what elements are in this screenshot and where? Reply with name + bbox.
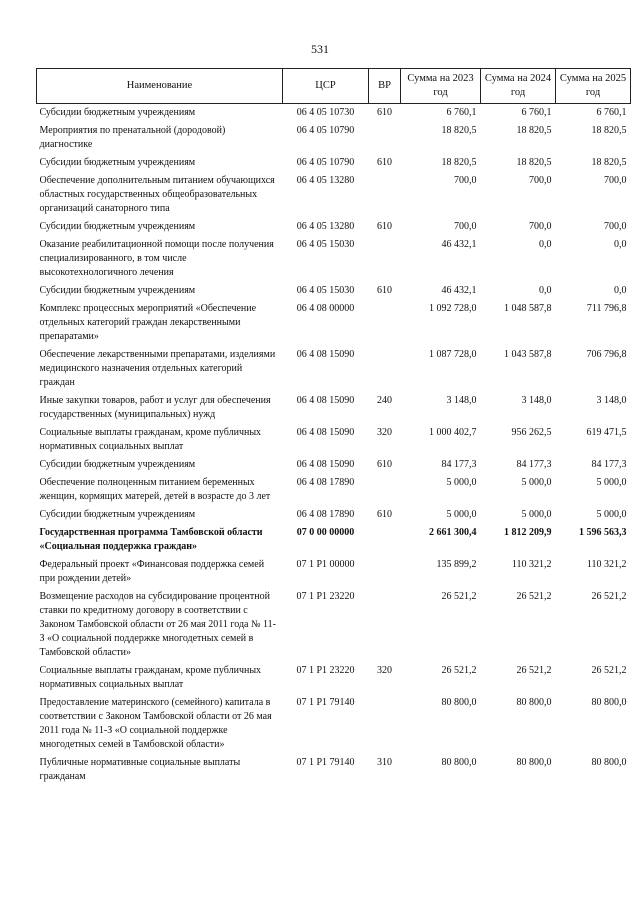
cell-name: Обеспечение лекарственными препаратами, изделиями медицинского назначения отдельных категорий граждан — [39, 349, 276, 388]
cell-sum-2023: 1 087 728,0 — [429, 349, 477, 360]
cell-sum-2023: 1 092 728,0 — [429, 303, 477, 314]
cell-sum-2025: 18 820,5 — [591, 157, 627, 168]
cell-vr — [369, 474, 401, 506]
cell-vr — [369, 556, 401, 588]
cell-name: Государственная программа Тамбовской области «Социальная поддержка граждан» — [39, 527, 263, 552]
table-row — [37, 154, 631, 172]
cell-csr: 06 4 08 15090 — [296, 459, 355, 470]
cell-sum-2024: 5 000,0 — [521, 509, 552, 520]
table-row — [37, 694, 631, 754]
cell-sum-2023: 80 800,0 — [441, 757, 477, 768]
table-row — [37, 236, 631, 282]
cell-sum-2025: 5 000,0 — [596, 477, 627, 488]
table-row — [37, 556, 631, 588]
cell-sum-2025: 700,0 — [604, 175, 627, 186]
cell-sum-2025: 80 800,0 — [591, 757, 627, 768]
cell-name: Субсидии бюджетным учреждениям — [39, 459, 196, 470]
cell-sum-2023: 700,0 — [454, 175, 477, 186]
cell-sum-2023: 5 000,0 — [446, 477, 477, 488]
cell-csr: 07 0 00 00000 — [296, 527, 355, 538]
cell-sum-2025: 6 760,1 — [596, 107, 627, 118]
cell-sum-2024: 80 800,0 — [516, 757, 552, 768]
cell-sum-2023: 3 148,0 — [446, 395, 477, 406]
table-row — [37, 392, 631, 424]
cell-vr: 610 — [377, 509, 392, 520]
cell-sum-2023: 135 899,2 — [436, 559, 477, 570]
cell-vr — [369, 694, 401, 754]
cell-vr: 310 — [377, 757, 392, 768]
cell-sum-2024: 6 760,1 — [521, 107, 552, 118]
cell-sum-2025: 711 796,8 — [586, 303, 627, 314]
table-row — [37, 474, 631, 506]
table-row — [37, 424, 631, 456]
cell-csr: 06 4 08 00000 — [296, 303, 355, 314]
cell-sum-2023: 18 820,5 — [441, 125, 477, 136]
cell-sum-2023: 2 661 300,4 — [429, 527, 477, 538]
header-sum-2023: Сумма на 2023 год — [401, 69, 481, 104]
cell-sum-2025: 700,0 — [604, 221, 627, 232]
cell-csr: 06 4 08 15090 — [296, 349, 355, 360]
cell-sum-2025: 1 596 563,3 — [579, 527, 627, 538]
cell-csr: 06 4 08 17890 — [296, 477, 355, 488]
cell-csr: 06 4 05 10790 — [296, 157, 355, 168]
cell-vr: 320 — [377, 427, 392, 438]
table-row — [37, 300, 631, 346]
cell-vr: 610 — [377, 157, 392, 168]
table-body — [37, 104, 631, 787]
cell-vr: 610 — [377, 285, 392, 296]
cell-sum-2025: 26 521,2 — [591, 591, 627, 602]
cell-name: Социальные выплаты гражданам, кроме публичных нормативных социальных выплат — [39, 665, 262, 690]
cell-vr — [369, 588, 401, 662]
cell-name: Обеспечение полноценным питанием беременных женщин, кормящих матерей, детей в возрасте до 3 лет — [39, 477, 271, 502]
cell-name: Возмещение расходов на субсидирование процентной ставки по кредитному договору в соответствии с Законом Тамбовской области от 26 мая 2011 года № 11-З «О социальной поддержке многодетных семей в Тамбовской области» — [39, 591, 276, 658]
table-row — [37, 456, 631, 474]
cell-csr: 07 1 P1 79140 — [296, 757, 355, 768]
cell-sum-2025: 3 148,0 — [596, 395, 627, 406]
cell-name: Мероприятия по пренатальной (дородовой) диагностике — [39, 125, 226, 150]
cell-vr — [369, 122, 401, 154]
header-vr: ВР — [369, 69, 401, 104]
cell-sum-2024: 956 262,5 — [511, 427, 552, 438]
budget-table — [36, 68, 631, 786]
cell-sum-2024: 700,0 — [529, 221, 552, 232]
cell-sum-2023: 26 521,2 — [441, 665, 477, 676]
cell-name: Публичные нормативные социальные выплаты гражданам — [39, 757, 241, 782]
cell-sum-2024: 700,0 — [529, 175, 552, 186]
cell-sum-2024: 0,0 — [539, 239, 552, 250]
cell-vr: 610 — [377, 107, 392, 118]
cell-vr: 240 — [377, 395, 392, 406]
cell-sum-2024: 26 521,2 — [516, 665, 552, 676]
cell-sum-2023: 700,0 — [454, 221, 477, 232]
cell-sum-2024: 18 820,5 — [516, 125, 552, 136]
cell-sum-2025: 5 000,0 — [596, 509, 627, 520]
cell-vr — [369, 236, 401, 282]
cell-name: Субсидии бюджетным учреждениям — [39, 221, 196, 232]
cell-csr: 06 4 08 15090 — [296, 427, 355, 438]
table-row — [37, 104, 631, 123]
cell-sum-2023: 18 820,5 — [441, 157, 477, 168]
table-row — [37, 172, 631, 218]
cell-sum-2023: 84 177,3 — [441, 459, 477, 470]
table-row — [37, 282, 631, 300]
cell-csr: 06 4 05 13280 — [296, 175, 355, 186]
table-row — [37, 588, 631, 662]
cell-vr — [369, 346, 401, 392]
cell-csr: 06 4 08 17890 — [296, 509, 355, 520]
cell-sum-2025: 84 177,3 — [591, 459, 627, 470]
header-sum-2024: Сумма на 2024 год — [481, 69, 556, 104]
table-row — [37, 218, 631, 236]
cell-csr: 07 1 P1 23220 — [296, 665, 355, 676]
cell-vr — [369, 300, 401, 346]
cell-sum-2025: 619 471,5 — [586, 427, 627, 438]
cell-sum-2025: 0,0 — [614, 239, 627, 250]
cell-sum-2025: 110 321,2 — [586, 559, 627, 570]
cell-sum-2024: 3 148,0 — [521, 395, 552, 406]
cell-name: Предоставление материнского (семейного) капитала в соответствии с Законом Тамбовской области от 26 мая 2011 года № 11-З «О социальной поддержке многодетных семей в Тамбовской области» — [39, 697, 272, 750]
cell-sum-2025: 706 796,8 — [586, 349, 627, 360]
cell-sum-2024: 18 820,5 — [516, 157, 552, 168]
cell-name: Иные закупки товаров, работ и услуг для обеспечения государственных (муниципальных) нужд — [39, 395, 271, 420]
cell-sum-2024: 26 521,2 — [516, 591, 552, 602]
cell-sum-2023: 6 760,1 — [446, 107, 477, 118]
cell-csr: 07 1 P1 79140 — [296, 697, 355, 708]
cell-sum-2025: 18 820,5 — [591, 125, 627, 136]
cell-sum-2023: 26 521,2 — [441, 591, 477, 602]
cell-csr: 07 1 P1 00000 — [296, 559, 355, 570]
table-row — [37, 346, 631, 392]
cell-sum-2024: 84 177,3 — [516, 459, 552, 470]
header-csr: ЦСР — [283, 69, 369, 104]
table-row — [37, 754, 631, 786]
cell-sum-2024: 5 000,0 — [521, 477, 552, 488]
cell-csr: 06 4 05 10730 — [296, 107, 355, 118]
cell-name: Федеральный проект «Финансовая поддержка семей при рождении детей» — [39, 559, 265, 584]
cell-sum-2024: 110 321,2 — [511, 559, 552, 570]
header-name: Наименование — [37, 69, 283, 104]
cell-csr: 06 4 05 15030 — [296, 239, 355, 250]
cell-sum-2024: 1 812 209,9 — [504, 527, 552, 538]
cell-sum-2024: 80 800,0 — [516, 697, 552, 708]
cell-sum-2023: 5 000,0 — [446, 509, 477, 520]
table-row — [37, 524, 631, 556]
cell-sum-2025: 0,0 — [614, 285, 627, 296]
cell-csr: 06 4 05 15030 — [296, 285, 355, 296]
cell-csr: 07 1 P1 23220 — [296, 591, 355, 602]
cell-csr: 06 4 05 10790 — [296, 125, 355, 136]
cell-name: Комплекс процессных мероприятий «Обеспечение отдельных категорий граждан лекарственными препаратами» — [39, 303, 257, 342]
cell-vr — [369, 172, 401, 218]
table-header — [37, 69, 631, 104]
cell-sum-2023: 46 432,1 — [441, 285, 477, 296]
page-number: 531 — [311, 42, 329, 56]
cell-sum-2023: 80 800,0 — [441, 697, 477, 708]
cell-vr: 610 — [377, 459, 392, 470]
cell-name: Субсидии бюджетным учреждениям — [39, 285, 196, 296]
cell-sum-2024: 0,0 — [539, 285, 552, 296]
cell-name: Оказание реабилитационной помощи после получения специализированного, в том числе высокотехнологичного лечения — [39, 239, 274, 278]
cell-csr: 06 4 05 13280 — [296, 221, 355, 232]
table-row — [37, 122, 631, 154]
cell-sum-2024: 1 043 587,8 — [504, 349, 552, 360]
cell-name: Субсидии бюджетным учреждениям — [39, 509, 196, 520]
table-row — [37, 506, 631, 524]
cell-vr — [369, 524, 401, 556]
cell-sum-2025: 80 800,0 — [591, 697, 627, 708]
header-sum-2025: Сумма на 2025 год — [556, 69, 631, 104]
cell-name: Субсидии бюджетным учреждениям — [39, 157, 196, 168]
table-row — [37, 662, 631, 694]
cell-name: Обеспечение дополнительным питанием обучающихся областных государственных общеобразовательных организаций санаторного типа — [39, 175, 275, 214]
cell-csr: 06 4 08 15090 — [296, 395, 355, 406]
cell-sum-2023: 1 000 402,7 — [429, 427, 477, 438]
cell-sum-2025: 26 521,2 — [591, 665, 627, 676]
cell-vr: 610 — [377, 221, 392, 232]
cell-name: Субсидии бюджетным учреждениям — [39, 107, 196, 118]
cell-name: Социальные выплаты гражданам, кроме публичных нормативных социальных выплат — [39, 427, 262, 452]
cell-vr: 320 — [377, 665, 392, 676]
cell-sum-2024: 1 048 587,8 — [504, 303, 552, 314]
cell-sum-2023: 46 432,1 — [441, 239, 477, 250]
